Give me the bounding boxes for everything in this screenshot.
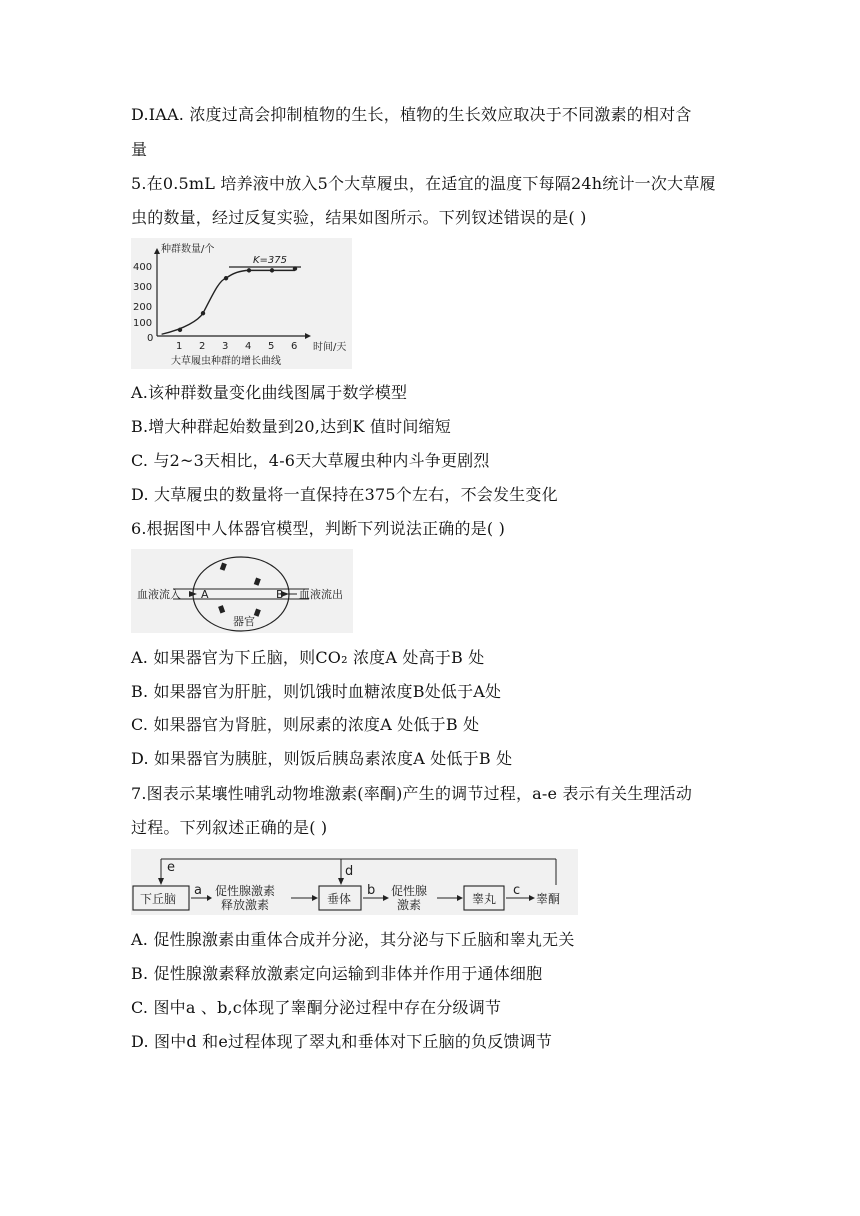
gth-line1: 促性腺 — [391, 884, 428, 898]
y-tick-0: 0 — [147, 333, 154, 344]
y-tick-200: 200 — [133, 302, 153, 313]
pituitary-label: 垂体 — [327, 892, 352, 906]
q6-option-b: B. 如果器官为肝脏，则饥饿时血糖浓度B处低于A处 — [131, 682, 502, 701]
x-tick-3: 3 — [222, 341, 229, 352]
x-axis-arrow — [305, 333, 311, 339]
chart-caption: 大草履虫种群的增长曲线 — [171, 356, 281, 367]
q5-option-d: D. 大草履虫的数量将一直保持在375个左右，不会发生变化 — [131, 485, 558, 504]
q7-regulation-diagram — [131, 849, 578, 915]
q7-option-b: B. 促性腺激素释放激素定向运输到非体并作用于通体细胞 — [131, 964, 543, 983]
cell-marker-icon — [254, 577, 261, 585]
y-tick-100: 100 — [133, 318, 153, 329]
x-tick-5: 5 — [268, 341, 275, 352]
q5-stem-line2: 虫的数量，经过反复实验，结果如图所示。下列钗述错误的是( ) — [131, 208, 587, 227]
k-label: K=375 — [253, 255, 288, 266]
process-e-label: e — [167, 860, 175, 875]
q5-option-b: B.增大种群起始数量到20,达到K 值时间缩短 — [131, 417, 451, 436]
arrow-icon — [207, 895, 212, 901]
q5-option-c: C. 与2~3天相比，4-6天大草履虫种内斗争更剧烈 — [131, 451, 490, 470]
x-axis-title: 时间/天 — [313, 342, 347, 353]
gnrh-line2: 释放激素 — [221, 898, 270, 912]
q7-stem-line2: 过程。下列叙述正确的是( ) — [131, 818, 328, 837]
data-point-day-6 — [293, 266, 297, 270]
arrow-icon — [529, 895, 535, 901]
testosterone-label: 睾酮 — [536, 892, 561, 906]
feedback-arrow-icon — [338, 878, 344, 885]
q7-stem-line1: 7.图表示某壤性哺乳动物堆激素(率酮)产生的调节过程，a-e 表示有关生理活动 — [131, 784, 693, 803]
q6-option-d: D. 如果器官为胰脏，则饭后胰岛素浓度A 处低于B 处 — [131, 749, 513, 768]
q7-option-c: C. 图中a 、b,c体现了睾酮分泌过程中存在分级调节 — [131, 998, 502, 1017]
cell-marker-icon — [220, 562, 227, 570]
data-point-day-2 — [201, 311, 205, 315]
organ-label: 器官 — [233, 615, 255, 628]
growth-curve — [162, 270, 295, 334]
testis-label: 睾丸 — [472, 892, 497, 906]
point-a-label: A — [201, 588, 209, 601]
q4-option-d-line2: 量 — [131, 140, 148, 159]
data-point-day-3 — [224, 276, 228, 280]
arrow-icon — [457, 895, 463, 901]
q6-stem: 6.根据图中人体器官模型，判断下列说法正确的是( ) — [131, 519, 506, 538]
arrow-icon — [312, 895, 318, 901]
data-point-day-5 — [270, 268, 274, 272]
q5-growth-curve-chart — [131, 238, 352, 369]
y-axis-title: 种群数量/个 — [161, 244, 215, 255]
q6-organ-model-diagram — [131, 549, 353, 633]
process-d-label: d — [345, 864, 354, 879]
y-tick-400: 400 — [133, 262, 153, 273]
q5-option-a: A.该种群数量变化曲线图属于数学模型 — [131, 383, 408, 402]
blood-out-label: 血液流出 — [299, 588, 343, 601]
q6-organ-model-figure — [131, 549, 353, 633]
q5-growth-curve-figure — [131, 238, 352, 369]
q5-stem-line1: 5.在0.5mL 培养液中放入5个大草履虫，在适宜的温度下每隔24h统计一次大草履 — [131, 174, 716, 193]
q4-option-d-line1: D.IAA. 浓度过高会抑制植物的生长，植物的生长效应取决于不同激素的相对含 — [131, 105, 692, 124]
x-tick-1: 1 — [176, 341, 183, 352]
point-b-label: B — [276, 588, 284, 601]
q6-option-a: A. 如果器官为下丘脑，则CO₂ 浓度A 处高于B 处 — [131, 648, 485, 667]
gnrh-line1: 促性腺激素 — [215, 884, 276, 898]
process-b-label: b — [367, 883, 376, 898]
hypothalamus-label: 下丘脑 — [140, 892, 177, 906]
cell-marker-icon — [218, 605, 225, 613]
q7-option-d: D. 图中d 和e过程体现了翠丸和垂体对下丘脑的负反馈调节 — [131, 1032, 553, 1051]
process-a-label: a — [194, 883, 202, 898]
feedback-arrow-icon — [158, 878, 164, 885]
x-tick-6: 6 — [291, 341, 298, 352]
q7-option-a: A. 促性腺激素由重体合成并分泌，其分泌与下丘脑和睾丸无关 — [131, 930, 575, 949]
data-point-day-1 — [178, 328, 182, 332]
x-tick-4: 4 — [245, 341, 252, 352]
gth-line2: 激素 — [397, 898, 422, 912]
x-tick-2: 2 — [199, 341, 206, 352]
process-c-label: c — [513, 883, 521, 898]
data-point-day-4 — [247, 268, 251, 272]
y-axis-arrow — [154, 248, 160, 254]
y-tick-300: 300 — [133, 282, 153, 293]
blood-in-label: 血液流入 — [137, 588, 181, 601]
q7-regulation-figure — [131, 849, 578, 915]
q6-option-c: C. 如果器官为肾脏，则尿素的浓度A 处低于B 处 — [131, 715, 480, 734]
arrow-icon — [383, 895, 389, 901]
